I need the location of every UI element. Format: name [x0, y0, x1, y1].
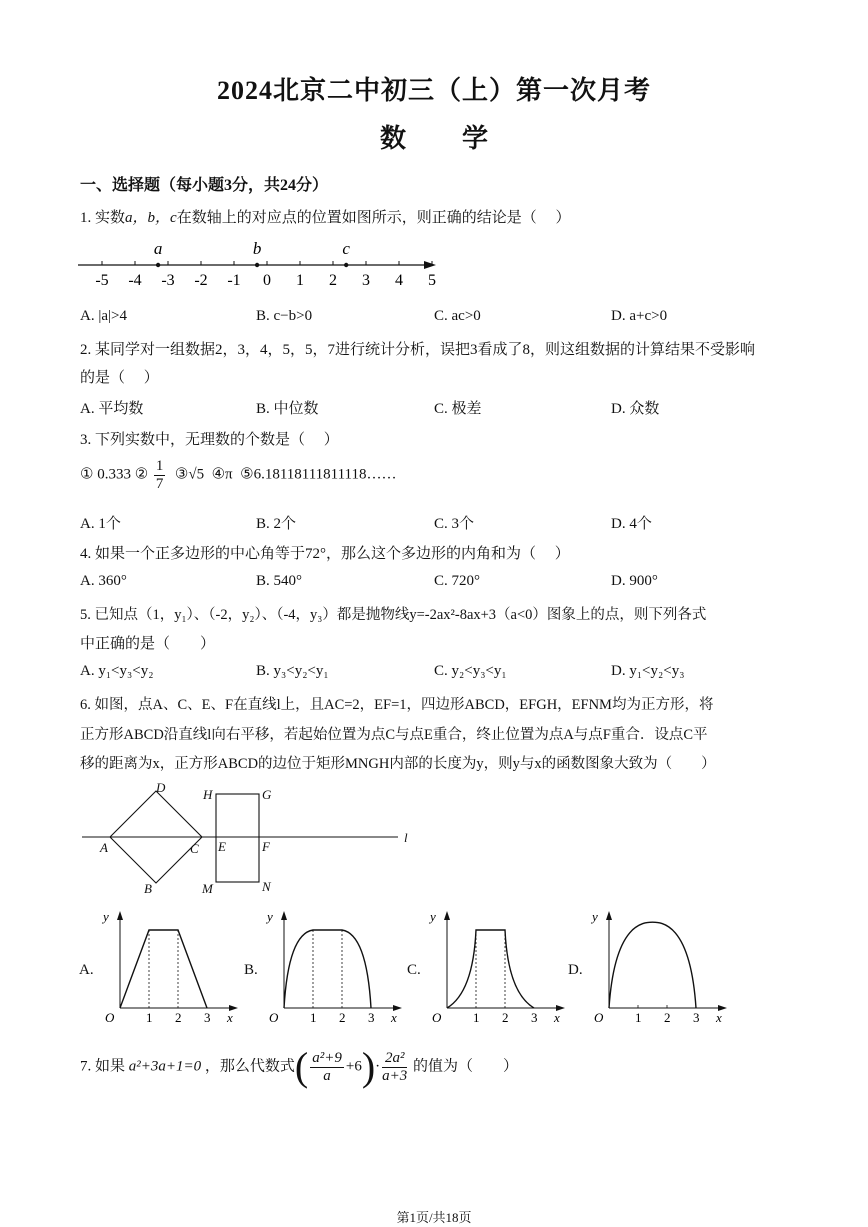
origin-label: O — [594, 1010, 604, 1025]
axis-tick-label: -3 — [161, 272, 175, 289]
q6-option-a-label[interactable]: A. — [79, 962, 94, 978]
x-tick-label: 1 — [635, 1010, 642, 1025]
axis-tick-label: -4 — [128, 272, 142, 289]
x-tick-label: 3 — [693, 1010, 700, 1025]
q1-option-b[interactable]: B. c−b>0 — [256, 308, 313, 324]
q2-option-c[interactable]: C. 极差 — [434, 401, 482, 417]
question-5-stem-line1: 5. 已知点（1，y₁）、（-2，y₂）、（-4，y₃）都是抛物线y=-2ax²-8ax+3（a<0）图象上的点，则下列各式 — [80, 607, 707, 623]
function-curve — [284, 930, 371, 1008]
axis-tick-label: -1 — [227, 272, 241, 289]
q4-option-d[interactable]: D. 900° — [611, 573, 658, 589]
axis-tick-label: 1 — [296, 272, 304, 289]
x-axis-label: x — [227, 1010, 233, 1025]
function-curve — [447, 930, 534, 1008]
page-title: 2024北京二中初三（上）第一次月考 — [216, 76, 651, 105]
axis-tick-label: 4 — [395, 272, 403, 289]
q6-graph-c[interactable] — [427, 905, 569, 1030]
section-heading: 一、选择题（每小题3分，共24分） — [80, 177, 329, 194]
axis-tick-label: -2 — [194, 272, 208, 289]
label-e: E — [218, 839, 226, 854]
q1-option-c[interactable]: C. ac>0 — [434, 308, 481, 324]
label-m: M — [202, 881, 213, 896]
question-6-stem-line2: 正方形ABCD沿直线l向右平移，若起始位置为点C与点E重合，终止位置为点A与点F重合．设点C平 — [80, 727, 708, 743]
q6-option-d-label[interactable]: D. — [568, 962, 583, 978]
q6-option-b-label[interactable]: B. — [244, 962, 258, 978]
q4-option-c[interactable]: C. 720° — [434, 573, 481, 589]
x-axis-label: x — [716, 1010, 722, 1025]
q2-option-a[interactable]: A. 平均数 — [80, 401, 144, 417]
q3-option-c[interactable]: C. 3个 — [434, 516, 475, 532]
q1-option-a[interactable]: A. |a|>4 — [80, 308, 127, 324]
label-a: A — [100, 840, 108, 855]
q5-option-c[interactable]: C. y₂<y₃<y₁ — [434, 663, 507, 679]
q4-option-b[interactable]: B. 540° — [256, 573, 303, 589]
label-d: D — [156, 780, 166, 795]
question-7-stem: 7. 如果 a²+3a+1=0 ，那么代数式( $\frac{\text{a²+9}}{a}$ +6)· $\frac{\text{2a²}}{a+3}$ 的值为（ ） — [80, 1044, 519, 1089]
label-c: C — [190, 841, 199, 856]
x-axis-label: x — [554, 1010, 560, 1025]
q2-option-d[interactable]: D. 众数 — [611, 401, 660, 417]
x-tick-label: 2 — [664, 1010, 671, 1025]
page-subject: 数学 — [379, 124, 544, 153]
number-line-figure — [78, 232, 440, 290]
page-footer: 第1页/共18页 — [396, 1210, 472, 1225]
axis-tick-label: 5 — [428, 272, 436, 289]
label-b: B — [144, 881, 152, 896]
function-curve — [120, 930, 207, 1008]
function-curve — [609, 922, 696, 1008]
label-l: l — [404, 830, 408, 845]
x-tick-label: 1 — [146, 1010, 153, 1025]
question-4-stem: 4. 如果一个正多边形的中心角等于72°，那么这个多边形的内角和为（ ） — [80, 546, 570, 562]
label-f: F — [262, 839, 270, 854]
q5-option-d[interactable]: D. y₁<y₂<y₃ — [611, 663, 685, 679]
question-1-stem: 1. 实数a，b，c在数轴上的对应点的位置如图所示，则正确的结论是（ ） — [80, 210, 571, 226]
q1-option-d[interactable]: D. a+c>0 — [611, 308, 668, 324]
q4-option-a[interactable]: A. 360° — [80, 573, 127, 589]
x-tick-label: 2 — [502, 1010, 509, 1025]
axis-tick-label: 3 — [362, 272, 370, 289]
x-tick-label: 3 — [531, 1010, 538, 1025]
question-6-stem-line1: 6. 如图，点A、C、E、F在直线l上，且AC=2，EF=1，四边形ABCD，EFGH，EFNM均为正方形，将 — [80, 697, 714, 713]
q2-option-b[interactable]: B. 中位数 — [256, 401, 319, 417]
origin-label: O — [432, 1010, 442, 1025]
x-tick-label: 1 — [310, 1010, 317, 1025]
x-axis-label: x — [391, 1010, 397, 1025]
q3-option-d[interactable]: D. 4个 — [611, 516, 652, 532]
question-2-stem-line1: 2. 某同学对一组数据2，3，4，5，5，7进行统计分析，误把3看成了8，则这组数据的计算结果不受影响 — [80, 342, 756, 358]
q6-graph-b[interactable] — [264, 905, 406, 1030]
q6-option-c-label[interactable]: C. — [407, 962, 421, 978]
label-h: H — [203, 787, 213, 802]
q6-graph-d[interactable] — [589, 905, 731, 1030]
point-a — [156, 263, 160, 267]
axis-tick-label: -5 — [95, 272, 109, 289]
point-label-a: a — [153, 239, 163, 258]
question-3-items: ① 0.333 ② $\frac{1}{7}$ ③√5 ④π ⑤6.18118111811118…… — [80, 458, 397, 492]
origin-label: O — [105, 1010, 115, 1025]
x-tick-label: 3 — [368, 1010, 375, 1025]
q3-option-a[interactable]: A. 1个 — [80, 516, 121, 532]
x-tick-label: 2 — [339, 1010, 346, 1025]
one-seventh-fraction: $\frac{1}{7}$ — [155, 458, 164, 492]
point-c — [344, 263, 348, 267]
y-axis-label: y — [430, 909, 436, 924]
question-2-stem-line2: 的是（ ） — [80, 370, 159, 386]
q5-option-b[interactable]: B. y₃<y₂<y₁ — [256, 663, 329, 679]
q7-condition: a²+3a+1=0 — [128, 1058, 202, 1075]
y-axis-label: y — [267, 909, 273, 924]
question-6-stem-line3: 移的距离为x，正方形ABCD的边位于矩形MNGH内部的长度为y，则y与x的函数图象大致为（ ） — [80, 756, 716, 772]
q6-graph-a[interactable] — [100, 905, 242, 1030]
axis-tick-label: 0 — [263, 272, 271, 289]
origin-label: O — [269, 1010, 279, 1025]
y-axis-label: y — [592, 909, 598, 924]
label-n: N — [262, 879, 271, 894]
squares-figure — [78, 780, 418, 900]
question-3-stem: 3. 下列实数中，无理数的个数是（ ） — [80, 432, 339, 448]
axis-tick-label: 2 — [329, 272, 337, 289]
point-label-c: c — [342, 239, 350, 258]
y-axis-label: y — [103, 909, 109, 924]
q5-option-a[interactable]: A. y₁<y₃<y₂ — [80, 663, 154, 679]
x-tick-label: 1 — [473, 1010, 480, 1025]
point-b — [255, 263, 259, 267]
label-g: G — [262, 787, 272, 802]
x-tick-label: 2 — [175, 1010, 182, 1025]
q3-option-b[interactable]: B. 2个 — [256, 516, 297, 532]
point-label-b: b — [252, 239, 262, 258]
x-tick-label: 3 — [204, 1010, 211, 1025]
question-5-stem-line2: 中正确的是（ ） — [80, 636, 216, 652]
